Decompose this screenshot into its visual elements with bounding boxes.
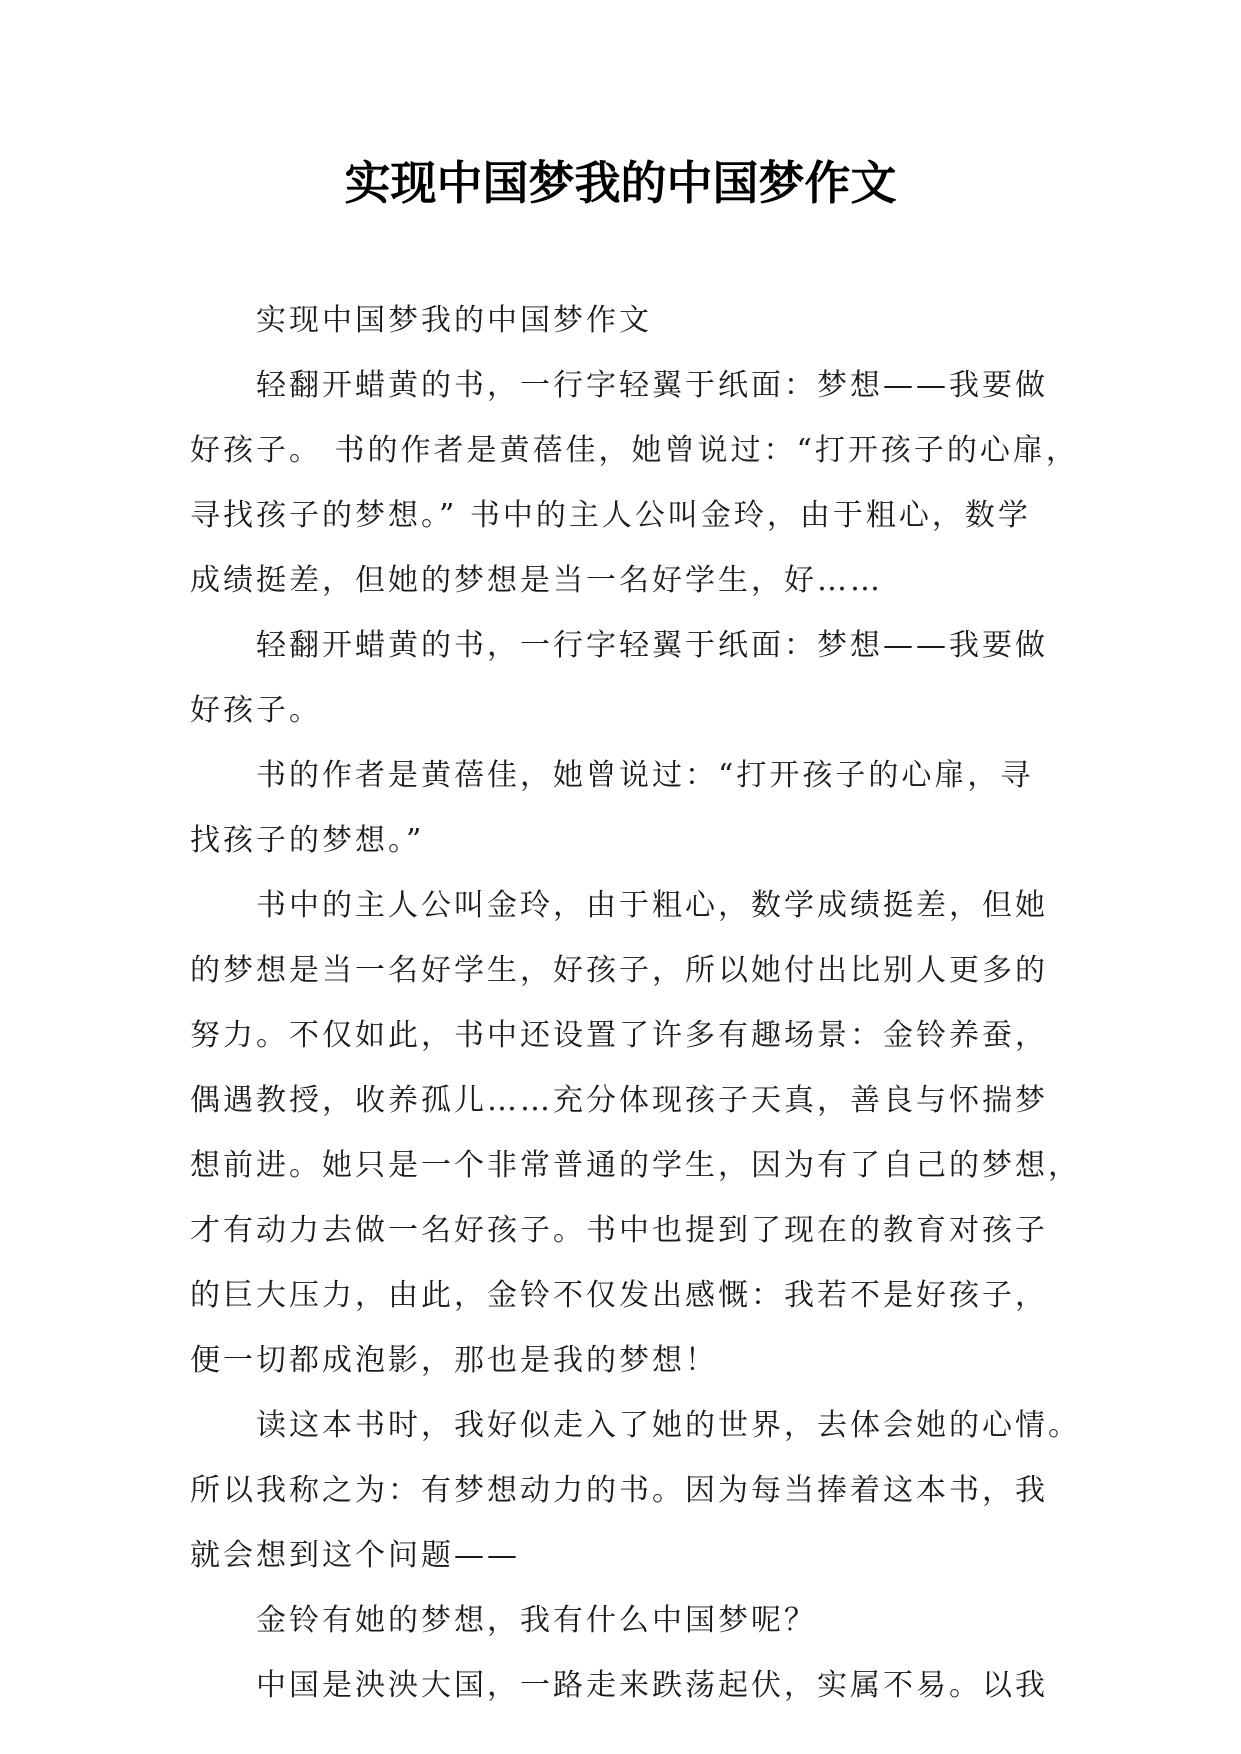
text-line: 中国是泱泱大国，一路走来跌荡起伏，实属不易。以我 [256,1668,1048,1703]
text-line: 轻翻开蜡黄的书，一行字轻翼于纸面：梦想——我要做 [256,628,1048,663]
text-line: 读这本书时，我好似走入了她的世界，去体会她的心情。 [256,1408,1081,1443]
paragraph [190,288,1060,353]
paragraph [190,743,1060,873]
paragraph [190,613,1060,743]
paragraph [190,353,1079,613]
text-line: 书的作者是黄蓓佳，她曾说过：“打开孩子的心扉，寻 [256,758,1034,793]
paragraph [190,1653,1060,1718]
text-line: 的梦想是当一名好学生，好孩子，所以她付出比别人更多的 [190,953,1048,988]
text-line: 的巨大压力，由此，金铃不仅发出感慨：我若不是好孩子， [190,1278,1048,1313]
paragraph [190,873,1081,1393]
text-line: 就会想到这个问题—— [190,1538,520,1573]
document-title: 实现中国梦我的中国梦作文 [344,156,897,210]
text-line: 努力。不仅如此，书中还设置了许多有趣场景：金铃养蚕， [190,1018,1048,1053]
text-line: 便一切都成泡影，那也是我的梦想！ [190,1343,718,1378]
text-line: 所以我称之为：有梦想动力的书。因为每当捧着这本书，我 [190,1473,1048,1508]
paragraph [190,1393,1081,1588]
text-line: 成绩挺差，但她的梦想是当一名好学生，好…… [190,563,883,598]
text-line: 才有动力去做一名好孩子。书中也提到了现在的教育对孩子 [190,1213,1048,1248]
paragraph [190,1588,1060,1653]
text-line: 轻翻开蜡黄的书，一行字轻翼于纸面：梦想——我要做 [256,368,1048,403]
document-body [190,288,1081,1718]
text-line: 实现中国梦我的中国梦作文 [256,303,652,338]
text-line: 书中的主人公叫金玲，由于粗心，数学成绩挺差，但她 [256,888,1048,923]
text-line: 金铃有她的梦想，我有什么中国梦呢？ [256,1603,817,1638]
text-line: 找孩子的梦想。” [190,823,425,858]
text-line: 好孩子。 书的作者是黄蓓佳，她曾说过：“打开孩子的心扉， [190,433,1079,468]
text-line: 偶遇教授，收养孤儿……充分体现孩子天真，善良与怀揣梦 [190,1083,1048,1118]
text-line: 好孩子。 [190,693,322,728]
text-line: 想前进。她只是一个非常普通的学生，因为有了自己的梦想， [190,1148,1081,1183]
text-line: 寻找孩子的梦想。” 书中的主人公叫金玲，由于粗心，数学 [190,498,1031,533]
